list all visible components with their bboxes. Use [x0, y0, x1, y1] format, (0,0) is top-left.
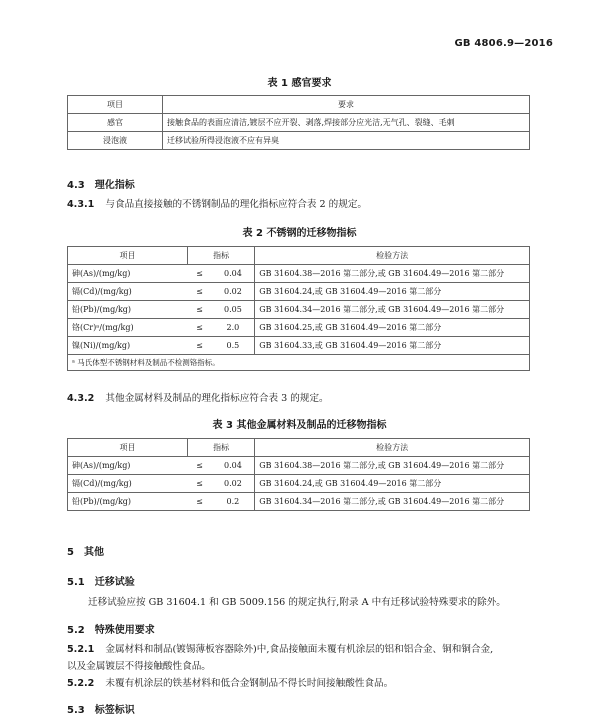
table-row [68, 457, 530, 475]
table3 [67, 438, 530, 511]
paragraph [67, 196, 367, 213]
table-cell: 0.04 [212, 265, 255, 283]
clause-text: 未覆有机涂层的铁基材料和低合金钢制品不得长时间接触酸性食品。 [105, 678, 394, 689]
table-row [68, 114, 530, 132]
table-cell: ≤ [188, 319, 212, 337]
section-title: 特殊使用要求 [94, 625, 155, 636]
table-header-row [68, 247, 530, 265]
table-cell: 接触食品的表面应清洁,镀层不应开裂、剥落,焊接部分应光洁,无气孔、裂缝、毛刺 [163, 114, 530, 132]
table-cell: 0.02 [212, 283, 255, 301]
table-footnote: ᵃ 马氏体型不锈钢材料及制品不检测铬指标。 [68, 355, 530, 371]
paragraph [67, 641, 493, 658]
table-cell: 迁移试验所得浸泡液不应有异臭 [163, 132, 530, 150]
section-number: 5.3 [67, 705, 85, 716]
table-cell: 0.05 [212, 301, 255, 319]
table-footnote-row [68, 355, 530, 371]
table-row [68, 132, 530, 150]
table-row [68, 301, 530, 319]
clause-number: 4.3.2 [67, 393, 95, 404]
table-cell: GB 31604.38—2016 第二部分,或 GB 31604.49—2016 第二部分 [255, 457, 530, 475]
table-cell: GB 31604.34—2016 第二部分,或 GB 31604.49—2016 第二部分 [255, 493, 530, 511]
table-cell: ≤ [188, 457, 212, 475]
section-heading [67, 176, 135, 191]
clause-number: 5.2.1 [67, 644, 95, 655]
table-header-cell: 项目 [68, 96, 163, 114]
table-cell: GB 31604.38—2016 第二部分,或 GB 31604.49—2016 第二部分 [255, 265, 530, 283]
table-cell: GB 31604.24,或 GB 31604.49—2016 第二部分 [255, 475, 530, 493]
table-row [68, 265, 530, 283]
paragraph: 迁移试验应按 GB 31604.1 和 GB 5009.156 的规定执行,附录 A 中有迁移试验特殊要求的除外。 [88, 597, 506, 608]
clause-text: 与食品直接接触的不锈钢制品的理化指标应符合表 2 的规定。 [105, 199, 368, 210]
table-cell: 镍(Ni)/(mg/kg) [68, 337, 188, 355]
table-header-cell: 要求 [163, 96, 530, 114]
table1-title: 表 1 感官要求 [267, 78, 332, 89]
table-row [68, 475, 530, 493]
table-cell: 浸泡液 [68, 132, 163, 150]
section-number: 4.3 [67, 180, 85, 191]
clause-number: 5.2.2 [67, 678, 95, 689]
clause-text: 金属材料和制品(镀锡薄板容器除外)中,食品接触面未覆有机涂层的铝和铝合金、铜和铜合金, [105, 644, 494, 655]
table-cell: ≤ [188, 283, 212, 301]
table-row [68, 283, 530, 301]
section-title: 理化指标 [94, 180, 135, 191]
table-cell: GB 31604.24,或 GB 31604.49—2016 第二部分 [255, 283, 530, 301]
table-cell: 铅(Pb)/(mg/kg) [68, 493, 188, 511]
table2 [67, 246, 530, 371]
table-cell: ≤ [188, 265, 212, 283]
table-cell: 镉(Cd)/(mg/kg) [68, 475, 188, 493]
table-header-cell: 指标 [188, 439, 255, 457]
section-heading [67, 573, 135, 588]
table-cell: ≤ [188, 493, 212, 511]
table2-title: 表 2 不锈钢的迁移物指标 [242, 228, 357, 239]
table-cell: 感官 [68, 114, 163, 132]
table-cell: 0.5 [212, 337, 255, 355]
table-header-row [68, 439, 530, 457]
table-cell: 铅(Pb)/(mg/kg) [68, 301, 188, 319]
section-number: 5.2 [67, 625, 85, 636]
table-header-cell: 指标 [188, 247, 255, 265]
table-header-row [68, 96, 530, 114]
table-row [68, 319, 530, 337]
table-cell: 砷(As)/(mg/kg) [68, 265, 188, 283]
section-heading [67, 701, 135, 716]
table-cell: 0.02 [212, 475, 255, 493]
table-row [68, 493, 530, 511]
table-cell: 砷(As)/(mg/kg) [68, 457, 188, 475]
table-header-cell: 项目 [68, 439, 188, 457]
clause-text: 其他金属材料及制品的理化指标应符合表 3 的规定。 [105, 393, 329, 404]
table-header-cell: 检验方法 [255, 439, 530, 457]
section-heading [67, 621, 155, 636]
table-cell: GB 31604.33,或 GB 31604.49—2016 第二部分 [255, 337, 530, 355]
standard-number: GB 4806.9—2016 [454, 38, 553, 49]
table-header-cell: 检验方法 [255, 247, 530, 265]
table-cell: 2.0 [212, 319, 255, 337]
section-number: 5.1 [67, 577, 85, 588]
table3-title: 表 3 其他金属材料及制品的迁移物指标 [212, 420, 387, 431]
table-cell: ≤ [188, 301, 212, 319]
table-cell: 镉(Cd)/(mg/kg) [68, 283, 188, 301]
table-cell: 0.2 [212, 493, 255, 511]
section-heading [67, 543, 104, 558]
paragraph [67, 390, 329, 407]
table-cell: GB 31604.25,或 GB 31604.49—2016 第二部分 [255, 319, 530, 337]
table-cell: ≤ [188, 337, 212, 355]
table-cell: 0.04 [212, 457, 255, 475]
table-cell: GB 31604.34—2016 第二部分,或 GB 31604.49—2016 第二部分 [255, 301, 530, 319]
section-title: 迁移试验 [94, 577, 135, 588]
paragraph [67, 675, 393, 692]
table1 [67, 95, 530, 150]
section-title: 其他 [83, 547, 104, 558]
section-title: 标签标识 [94, 705, 135, 716]
table-cell: ≤ [188, 475, 212, 493]
table-row [68, 337, 530, 355]
table-header-cell: 项目 [68, 247, 188, 265]
paragraph-continuation: 以及金属镀层不得接触酸性食品。 [67, 661, 211, 672]
clause-number: 4.3.1 [67, 199, 95, 210]
section-number: 5 [67, 547, 74, 558]
table-cell: 铬(Cr)ᵃ/(mg/kg) [68, 319, 188, 337]
